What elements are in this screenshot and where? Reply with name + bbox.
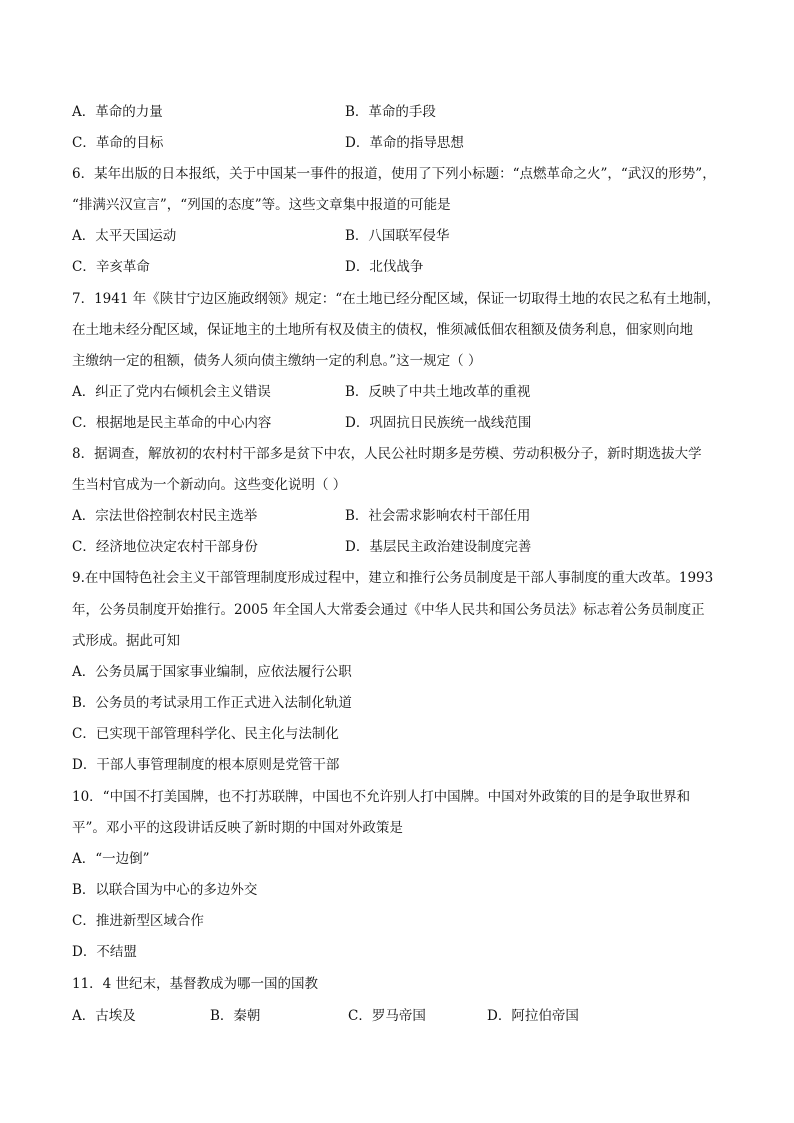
q7-option-d: D．巩固抗日民族统一战线范围 xyxy=(345,415,532,431)
q10-option-c: C．推进新型区域合作 xyxy=(72,913,204,929)
q7-option-c: C．根据地是民主革命的中心内容 xyxy=(72,415,272,431)
q10-stem-line-1: 10．“中国不打美国牌，也不打苏联牌，中国也不允许别人打中国牌。中国对外政策的目的是争取世界和 xyxy=(72,789,691,805)
q7-stem-line-1: 7．1941 年《陕甘宁边区施政纲领》规定：“在土地已经分配区域，保证一切取得土地的农民之私有土地制， xyxy=(72,291,721,307)
q6-option-a: A．太平天国运动 xyxy=(72,228,177,244)
q6-option-c: C．辛亥革命 xyxy=(72,259,150,275)
q8-option-c: C．经济地位决定农村干部身份 xyxy=(72,539,258,555)
q10-option-a: A．“一边倒” xyxy=(72,851,150,867)
q9-option-c: C．已实现干部管理科学化、民主化与法制化 xyxy=(72,726,339,742)
q6-option-d: D．北伐战争 xyxy=(345,259,424,275)
q7-option-a: A．纠正了党内右倾机会主义错误 xyxy=(72,384,271,400)
q5-option-c: C．革命的目标 xyxy=(72,135,164,151)
q6-stem-line-1: 6．某年出版的日本报纸，关于中国某一事件的报道，使用了下列小标题：“点燃革命之火”，“武汉的形势”， xyxy=(72,166,716,182)
q9-option-b: B．公务员的考试录用工作正式进入法制化轨道 xyxy=(72,695,352,711)
q7-stem-line-2: 在土地未经分配区域，保证地主的土地所有权及债主的债权，惟须减低佃农租额及债务利息，佃家则向地 xyxy=(72,322,693,338)
q11-option-a: A．古埃及 xyxy=(72,1008,136,1024)
q10-stem-line-2: 平”。邓小平的这段讲话反映了新时期的中国对外政策是 xyxy=(72,820,403,836)
q8-option-a: A．宗法世俗控制农村民主选举 xyxy=(72,508,258,524)
q5-option-d: D．革命的指导思想 xyxy=(345,135,464,151)
q8-option-d: D．基层民主政治建设制度完善 xyxy=(345,539,532,555)
q11-option-c: C．罗马帝国 xyxy=(348,1008,426,1024)
q9-option-d: D．干部人事管理制度的根本原则是党管干部 xyxy=(72,757,340,773)
q6-option-b: B．八国联军侵华 xyxy=(345,228,450,244)
q7-stem-line-3: 主缴纳一定的租额，债务人须向债主缴纳一定的利息。”这一规定（ ） xyxy=(72,353,482,369)
q8-stem-line-2: 生当村官成为一个新动向。这些变化说明（ ） xyxy=(72,477,347,493)
q7-option-b: B．反映了中共土地改革的重视 xyxy=(345,384,531,400)
q10-option-d: D．不结盟 xyxy=(72,944,137,960)
q11-option-b: B．秦朝 xyxy=(210,1008,261,1024)
q8-option-b: B．社会需求影响农村干部任用 xyxy=(345,508,531,524)
q9-option-a: A．公务员属于国家事业编制，应依法履行公职 xyxy=(72,664,352,680)
q9-stem-line-2: 年，公务员制度开始推行。2005 年全国人大常委会通过《中华人民共和国公务员法》标志着公务员制度正 xyxy=(72,602,705,618)
q8-stem-line-1: 8．据调查，解放初的农村村干部多是贫下中农，人民公社时期多是劳模、劳动积极分子，新时期选拔大学 xyxy=(72,446,702,462)
q9-stem-line-3: 式形成。据此可知 xyxy=(72,633,180,649)
q11-stem-line-1: 11．4 世纪末，基督教成为哪一国的国教 xyxy=(72,976,319,992)
q6-stem-line-2: “排满兴汉宣言”，“列国的态度”等。这些文章集中报道的可能是 xyxy=(72,197,451,213)
q10-option-b: B．以联合国为中心的多边外交 xyxy=(72,882,258,898)
q5-option-a: A．革命的力量 xyxy=(72,104,163,120)
q5-option-b: B．革命的手段 xyxy=(345,104,436,120)
q11-option-d: D．阿拉伯帝国 xyxy=(487,1008,579,1024)
q9-stem-line-1: 9.在中国特色社会主义干部管理制度形成过程中，建立和推行公务员制度是干部人事制度的重大改革。1993 xyxy=(72,570,714,586)
